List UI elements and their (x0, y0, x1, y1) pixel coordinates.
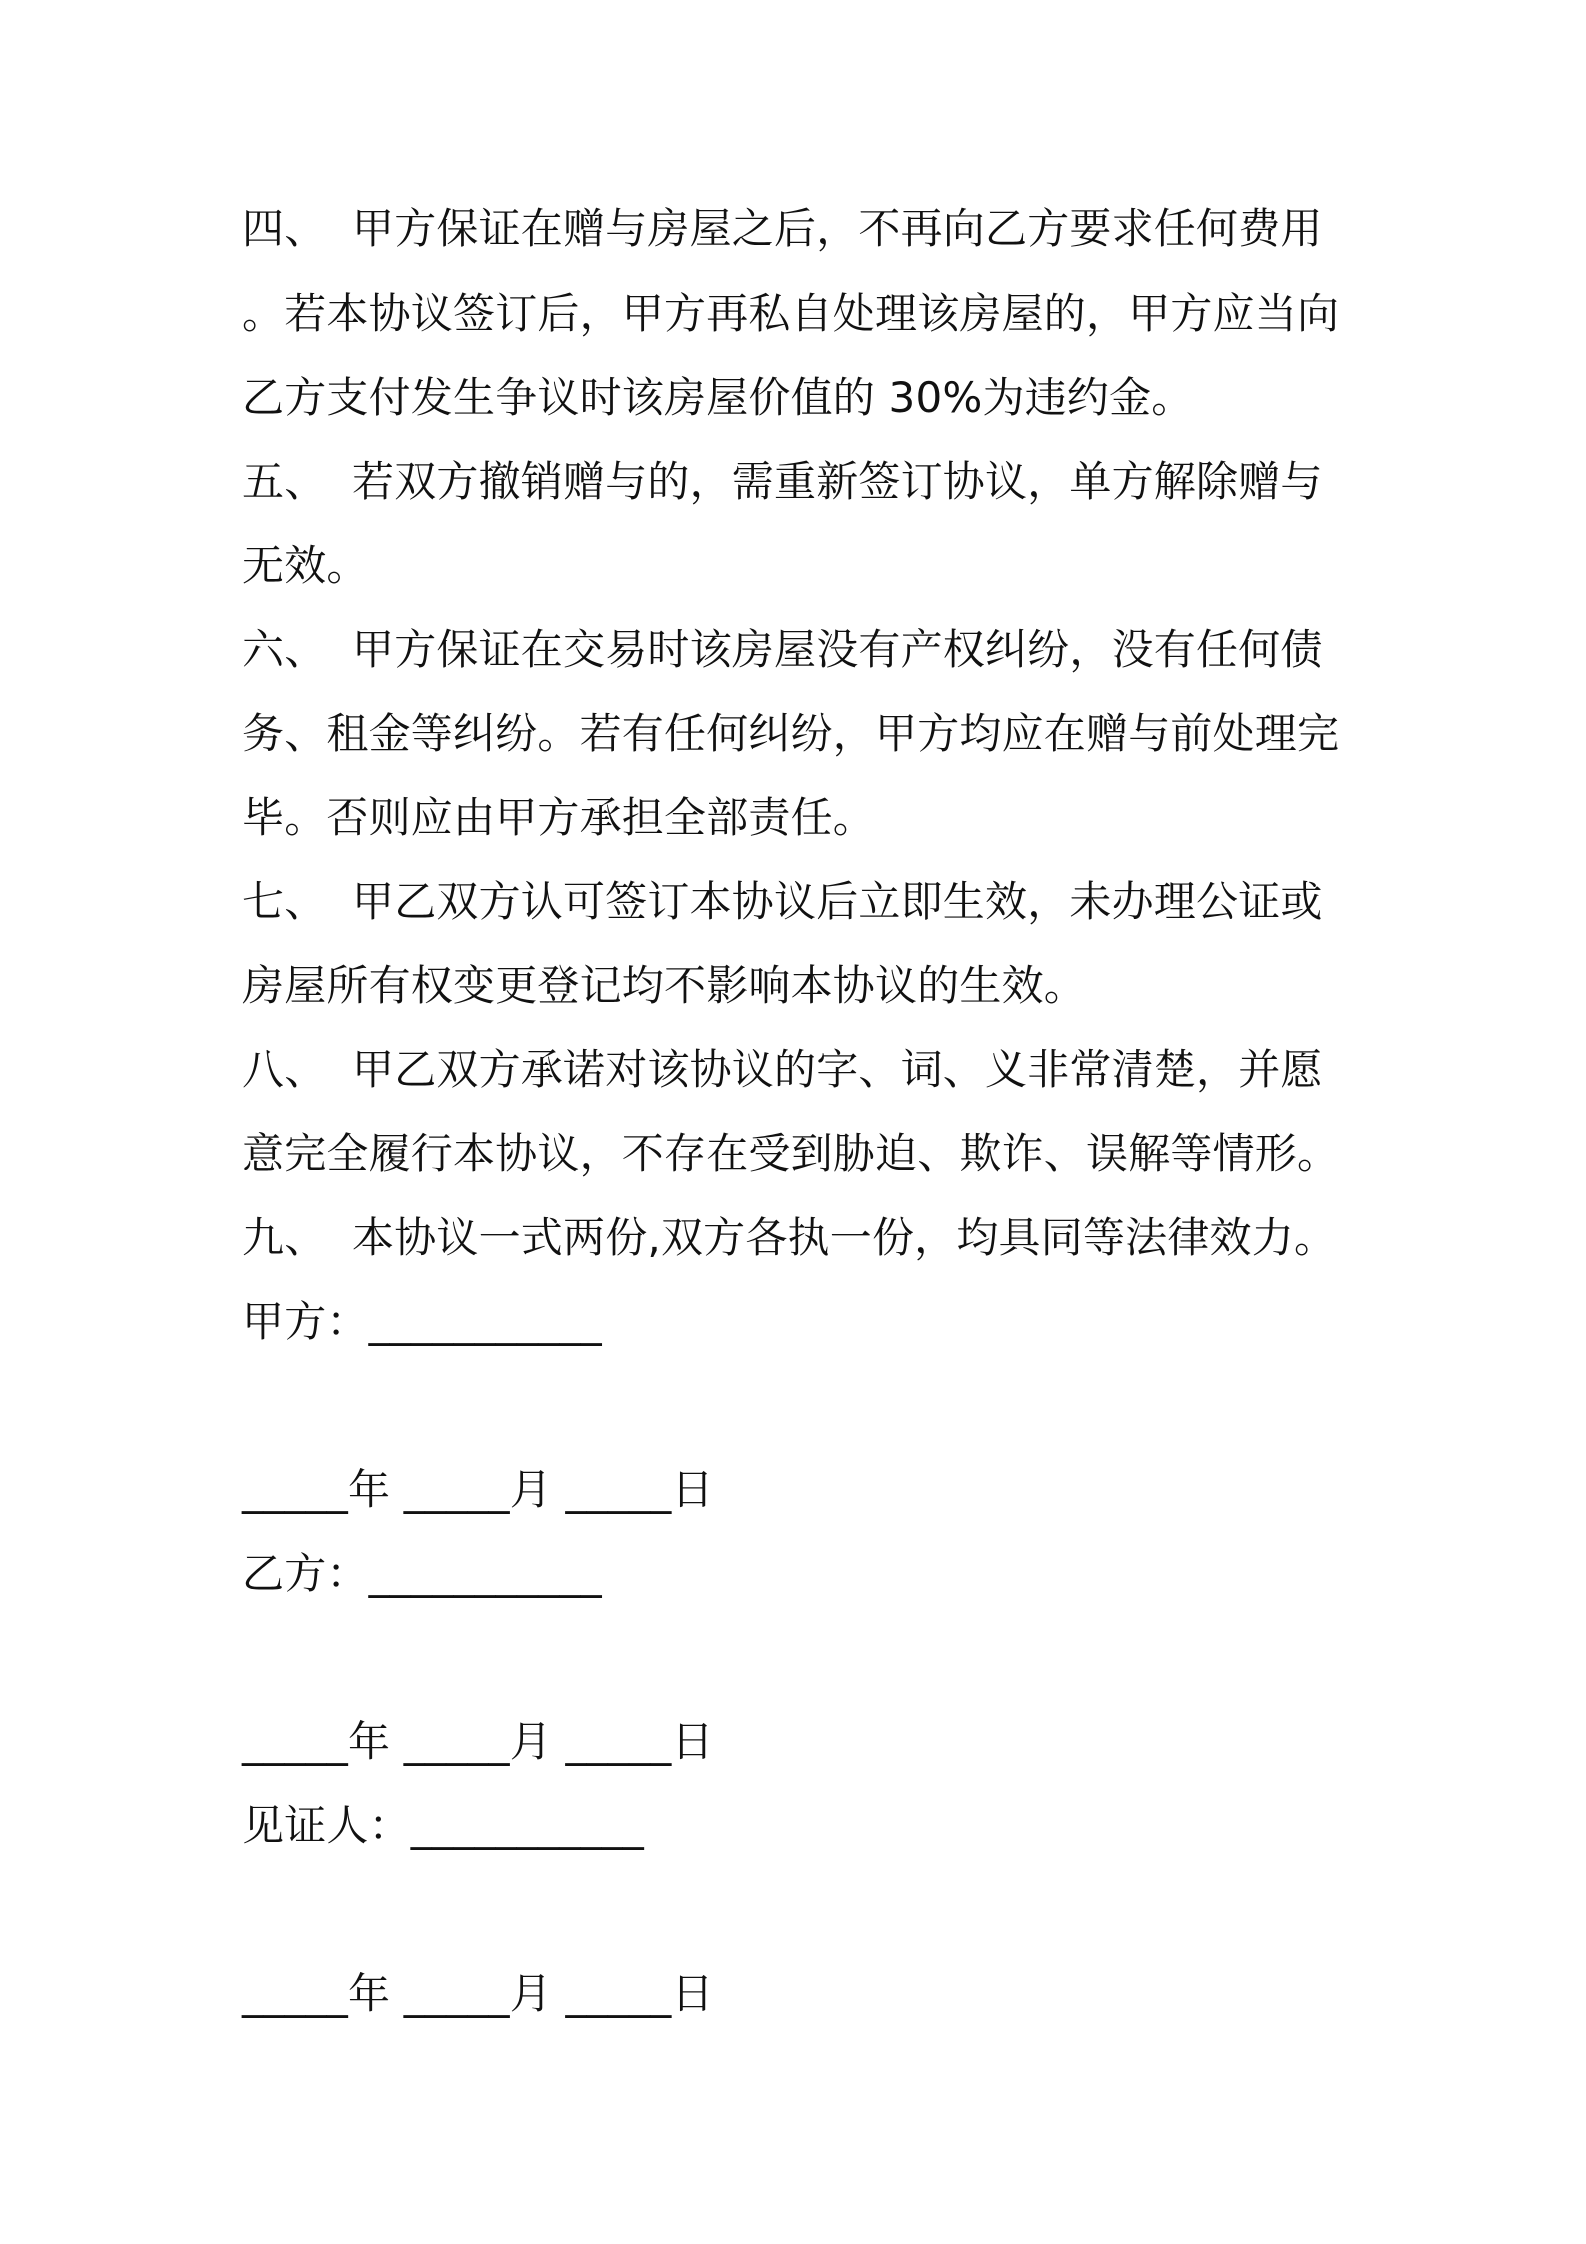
clause-4-text-1: 甲方保证在赠与房屋之后，不再向乙方要求任何费用 (352, 204, 1323, 253)
clause-6-line-3: 毕。否则应由甲方承担全部责任。 (242, 793, 876, 842)
clause-6-line-2: 务、租金等纠纷。若有任何纠纷，甲方均应在赠与前处理完 (242, 709, 1340, 758)
clause-9-text-1: 本协议一式两份,双方各执一份，均具同等法律效力。 (352, 1213, 1337, 1262)
clause-6-line-1 (242, 620, 1323, 680)
clause-8-number: 八、 (242, 1045, 327, 1094)
clause-7-line-2: 房屋所有权变更登记均不影响本协议的生效。 (242, 961, 1087, 1010)
party-a-signature-line: 甲方：___________ (242, 1297, 602, 1346)
witness-date-line: _____年 _____月 _____日 (242, 1969, 714, 2018)
clause-8-line-2: 意完全履行本协议，不存在受到胁迫、欺诈、误解等情形。 (242, 1129, 1340, 1178)
clause-5-line-1 (242, 452, 1323, 512)
clause-4-line-1 (242, 199, 1323, 259)
clause-9-number: 九、 (242, 1213, 327, 1262)
clause-8-text-1: 甲乙双方承诺对该协议的字、词、义非常清楚，并愿 (352, 1045, 1323, 1094)
clause-6-number: 六、 (242, 625, 327, 674)
clause-8-line-1 (242, 1040, 1323, 1100)
party-b-signature-line: 乙方：___________ (242, 1549, 602, 1598)
clause-7-line-1 (242, 872, 1323, 932)
clause-5-text-1: 若双方撤销赠与的，需重新签订协议，单方解除赠与 (352, 457, 1323, 506)
clause-5-number: 五、 (242, 457, 327, 506)
party-a-date-line: _____年 _____月 _____日 (242, 1465, 714, 1514)
clause-9-line-1 (242, 1208, 1336, 1268)
clause-5-line-2: 无效。 (242, 541, 369, 590)
clause-4-line-2: 。若本协议签订后，甲方再私自处理该房屋的，甲方应当向 (242, 289, 1340, 338)
clause-4-line-3: 乙方支付发生争议时该房屋价值的 30%为违约金。 (242, 373, 1194, 422)
clause-4-number: 四、 (242, 204, 327, 253)
clause-6-text-1: 甲方保证在交易时该房屋没有产权纠纷，没有任何债 (352, 625, 1323, 674)
clause-7-text-1: 甲乙双方认可签订本协议后立即生效，未办理公证或 (352, 877, 1323, 926)
witness-signature-line: 见证人：___________ (242, 1801, 645, 1850)
clause-7-number: 七、 (242, 877, 327, 926)
party-b-date-line: _____年 _____月 _____日 (242, 1717, 714, 1766)
